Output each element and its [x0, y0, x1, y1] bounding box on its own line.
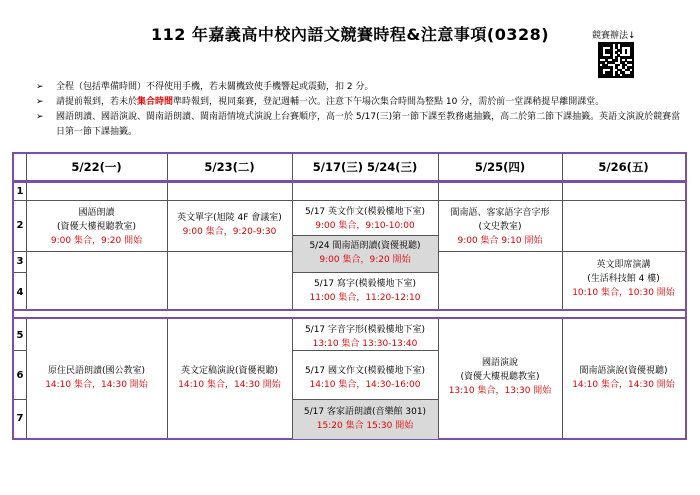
grid-line	[14, 272, 26, 273]
period-number: 7	[16, 413, 24, 424]
col-header-thu: 5/25(四)	[474, 160, 526, 174]
grid-line	[562, 251, 685, 252]
event-title: 英文定稿演說(資優視聽)	[180, 366, 279, 376]
note-item	[36, 110, 686, 140]
event-time: 9:00 集合 9:10 開始	[457, 236, 543, 246]
grid-line	[438, 251, 562, 252]
lunch-divider	[14, 309, 685, 319]
period-number: 6	[16, 370, 24, 381]
qr-module	[625, 51, 628, 54]
event-venue: (文史教室)	[478, 222, 522, 232]
event-title: 5/24 閩南語朗讀(資優視聽)	[309, 241, 421, 251]
event-time: 13:10 集合 13:30-13:40	[312, 339, 418, 349]
arrow-bullet-icon: ➢	[36, 82, 44, 92]
event-venue: (生活科技館 4 樓)	[587, 274, 660, 284]
event-time: 9:00 集合，9:20 開始	[50, 236, 143, 246]
event-time: 14:10 集合，14:30 開始	[572, 380, 675, 390]
event-title: 5/17 寫字(模毅樓地下室)	[313, 279, 417, 289]
event-time: 15:20 集合 15:30 開始	[316, 421, 414, 431]
grid-line	[26, 154, 27, 438]
period-number: 5	[16, 330, 24, 341]
period-number: 3	[16, 256, 24, 267]
event-time: 9:00 集合，9:20-9:30	[182, 227, 277, 237]
event-time: 9:00 集合，9:10-10:00	[315, 221, 415, 231]
col-header-mon: 5/22(一)	[71, 160, 122, 174]
grid-line	[14, 200, 26, 201]
qr-module	[617, 64, 620, 67]
event-mon-pm	[26, 364, 167, 392]
event-tue-pm	[167, 364, 292, 392]
qr-module	[617, 74, 620, 77]
event-wed-2	[292, 239, 438, 267]
event-time: 14:10 集合，14:30 開始	[178, 380, 281, 390]
note-text: 國語朗讀、國語演說、閩南語朗讀、閩南語情境式演說上台賽順序，高一於 5/17(三)第一節下課至教務處抽籤，高二於第二節下課抽籤。英語文演說於競賽當日第一節下課抽籤。	[56, 112, 681, 137]
event-title: 原住民語朗讀(國公教室)	[47, 366, 146, 376]
qr-module	[630, 61, 633, 64]
event-wed-7	[292, 405, 438, 433]
event-title: 國語朗讀	[78, 208, 115, 218]
qr-module	[630, 74, 633, 77]
qr-module	[620, 51, 623, 54]
note-item	[36, 80, 686, 95]
period-number: 1	[16, 186, 24, 197]
note-text: 準時報到，視同棄賽，登記週輔一次。注意下午場次集合時間為整點 10 分，需於前一堂課稍提早離開課堂。	[173, 97, 605, 107]
event-title: 5/17 字音字形(模毅樓地下室)	[304, 325, 426, 335]
event-mon-am	[26, 206, 167, 248]
event-thu-am	[438, 206, 562, 248]
note-item	[36, 95, 686, 110]
event-title: 閩南語、客家語字音字形	[450, 208, 550, 218]
grid-line	[292, 235, 438, 236]
event-title: 5/17 客家語朗讀(音樂館 301)	[303, 407, 427, 417]
period-number: 2	[16, 220, 24, 231]
event-wed-1	[292, 205, 438, 233]
event-title: 英文即席演講	[596, 260, 651, 270]
event-time: 10:10 集合，10:30 開始	[572, 288, 675, 298]
event-fri-pm	[562, 364, 685, 392]
note-text: 請提前報到，若未於	[56, 97, 138, 107]
event-fri-am	[562, 258, 685, 300]
header-divider	[14, 180, 685, 183]
event-venue: (資優大樓視聽教室)	[56, 222, 137, 232]
col-header-tue: 5/23(二)	[204, 160, 255, 174]
event-title: 5/17 英文作文(模毅樓地下室)	[304, 207, 426, 217]
event-title: 英文單字(旭陵 4F 會議室)	[177, 213, 282, 223]
event-title: 國語演說	[481, 358, 518, 368]
grid-line	[292, 272, 438, 273]
qr-code-icon[interactable]	[598, 42, 634, 78]
event-title: 5/17 國文作文(模毅樓地下室)	[304, 366, 426, 376]
rules-label: 競賽辦法↓	[592, 31, 636, 41]
event-time: 11:00 集合，11:20-12:10	[309, 293, 421, 303]
event-tue-am	[167, 211, 292, 239]
col-header-fri: 5/26(五)	[598, 160, 649, 174]
event-time: 9:00 集合，9:20 開始	[319, 255, 411, 265]
event-time: 14:10 集合，14:30-16:00	[309, 380, 421, 390]
grid-line	[26, 251, 292, 252]
note-text: 全程（包括準備時間）不得使用手機，若未關機致使手機響起或震動，扣 2 分。	[56, 82, 374, 92]
col-header-wed: 5/17(三) 5/24(三)	[312, 160, 418, 174]
grid-line	[167, 154, 168, 438]
arrow-bullet-icon: ➢	[36, 97, 44, 107]
grid-line	[14, 350, 26, 351]
event-time: 13:10 集合，13:30 開始	[448, 386, 552, 396]
qr-module	[610, 74, 613, 77]
period-number: 4	[16, 287, 24, 298]
qr-module	[630, 56, 633, 59]
grid-line	[14, 251, 26, 252]
highlight-text: 集合時間	[137, 97, 174, 107]
schedule-table	[12, 152, 687, 440]
grid-line	[26, 200, 685, 201]
grid-line	[14, 399, 26, 400]
event-title: 閩南語演說(資優視聽)	[579, 366, 668, 376]
event-wed-6	[292, 364, 438, 392]
arrow-bullet-icon: ➢	[36, 112, 44, 122]
qr-module	[630, 66, 633, 69]
grid-line	[292, 399, 438, 400]
event-time: 14:10 集合，14:30 開始	[45, 380, 148, 390]
page-title: 112 年嘉義高中校內語文競賽時程&注意事項(0328)	[150, 25, 550, 44]
event-wed-5	[292, 323, 438, 351]
qr-module	[615, 59, 618, 62]
event-venue: (資優大樓視聽教室)	[460, 372, 540, 382]
event-thu-pm	[438, 356, 562, 398]
notes-list	[36, 80, 686, 140]
event-wed-3	[292, 277, 438, 305]
